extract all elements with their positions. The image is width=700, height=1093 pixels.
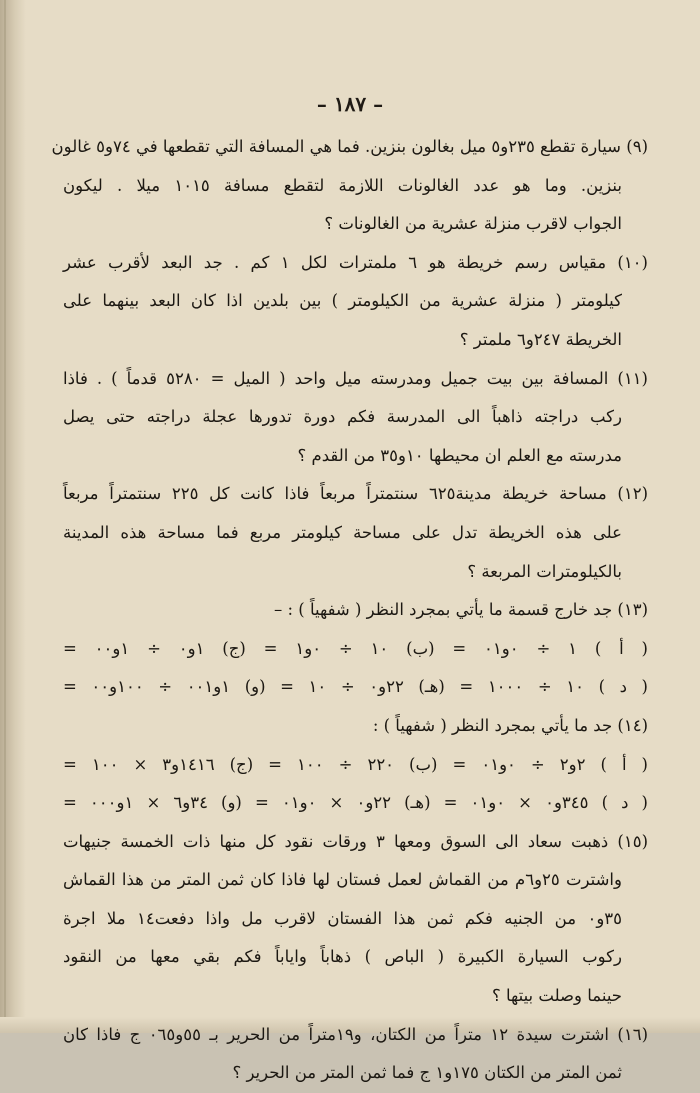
text-line: (٩) سيارة تقطع ٢٣٥و٥ ميل بغالون بنزين. فما هي المسافة التي تقطعها في ٧٤و٥ غالون (51, 137, 648, 156)
text-line: ( د ) ٣٤٥و٠ × ٠و٠١ = (هـ) ٢٢و٠ × ٠و٠١ = (و) ٣٤و٦ × ١و٠٠٠ = (63, 793, 648, 813)
text-line: (١٢) مساحة خريطة مدينة٦٢٥ سنتمتراً مربعاً فاذا كانت كل ٢٢٥ سنتمتراً مربعاً (63, 484, 648, 504)
text-line: ركوب السيارة الكبيرة ( الباص ) ذهاباً واياباً فكم بقي معها من النقود (63, 947, 622, 967)
text-line: مدرسته مع العلم ان محيطها ١٠و٣٥ من القدم ؟ (297, 445, 622, 465)
text-line: على هذه الخريطة تدل على مساحة كيلومتر مربع فما مساحة هذه المدينة (63, 522, 622, 542)
text-line: (١٤) جد ما يأتي بمجرد النظر ( شفهياً ) : (372, 715, 648, 735)
text-line: ٣٥و٠ من الجنيه فكم ثمن هذا الفستان لاقرب مل واذا دفعت١٤ ملا اجرة (63, 908, 623, 928)
page-binding-line (4, 0, 6, 1033)
text-line: الخريطة ٢٤٧و٦ ملمتر ؟ (459, 329, 622, 349)
text-line: الجواب لاقرب منزلة عشرية من الغالونات ؟ (324, 214, 622, 234)
text-line: (١٥) ذهبت سعاد الى السوق ومعها ٣ ورقات نقود كل منها ذات الخمسة جنيهات (63, 831, 648, 851)
text-line: ( أ ) ٢و٢ ÷ ٠و٠١ = (ب) ٢٢٠ ÷ ١٠٠ = (ج) ١٤١٦و٣ × ١٠٠ = (63, 754, 648, 774)
text-line: (١٣) جد خارج قسمة ما يأتي بمجرد النظر ( شفهياً ) : – (273, 600, 648, 620)
text-line: ( د ) ١٠ ÷ ١٠٠٠ = (هـ) ٢٢و٠ ÷ ١٠ = (و) ١و٠٠١ ÷ ١٠٠و٠٠ = (63, 677, 648, 697)
text-line: (١٦) اشترت سيدة ١٢ متراً من الكتان، و١٩متراً من الحرير بـ ٥٥و٠٦٥ ج فاذا كان (63, 1024, 649, 1044)
exercise-text (51, 128, 649, 1093)
text-line: ( أ ) ١ ÷ ٠و٠١ = (ب) ١٠ ÷ ٠و١ = (ج) ١و٠ ÷ ١و٠٠ = (63, 638, 648, 658)
text-line: بالكيلومترات المربعة ؟ (467, 561, 622, 581)
text-line: (١١) المسافة بين بيت جميل ومدرسته ميل واحد ( الميل = ٥٢٨٠ قدماً ) . فاذا (63, 368, 648, 388)
text-line: ثمن المتر من الكتان ١٧٥و١ ج فما ثمن المتر من الحرير ؟ (232, 1063, 622, 1083)
text-line: حينما وصلت بيتها ؟ (491, 986, 622, 1006)
text-line: (١٠) مقياس رسم خريطة هو ٦ ملمترات لكل ١ كم . جد البعد لأقرب عشر (63, 252, 648, 272)
text-line: بنزين. وما هو عدد الغالونات اللازمة لتقطع مسافة ١٠١٥ ميلا . ليكون (63, 175, 622, 195)
text-line: ركب دراجته ذاهباً الى المدرسة فكم دورة تدورها عجلة دراجته حتى يصل (63, 407, 622, 427)
text-line: واشترت ٢٥و٦م من القماش لعمل فستان لها فاذا كان ثمن المتر من هذا القماش (63, 870, 622, 890)
page-number: – ١٨٧ – (316, 92, 384, 116)
text-line: كيلومتر ( منزلة عشرية من الكيلومتر ) بين بلدين اذا كان البعد بينهما على (63, 291, 622, 311)
